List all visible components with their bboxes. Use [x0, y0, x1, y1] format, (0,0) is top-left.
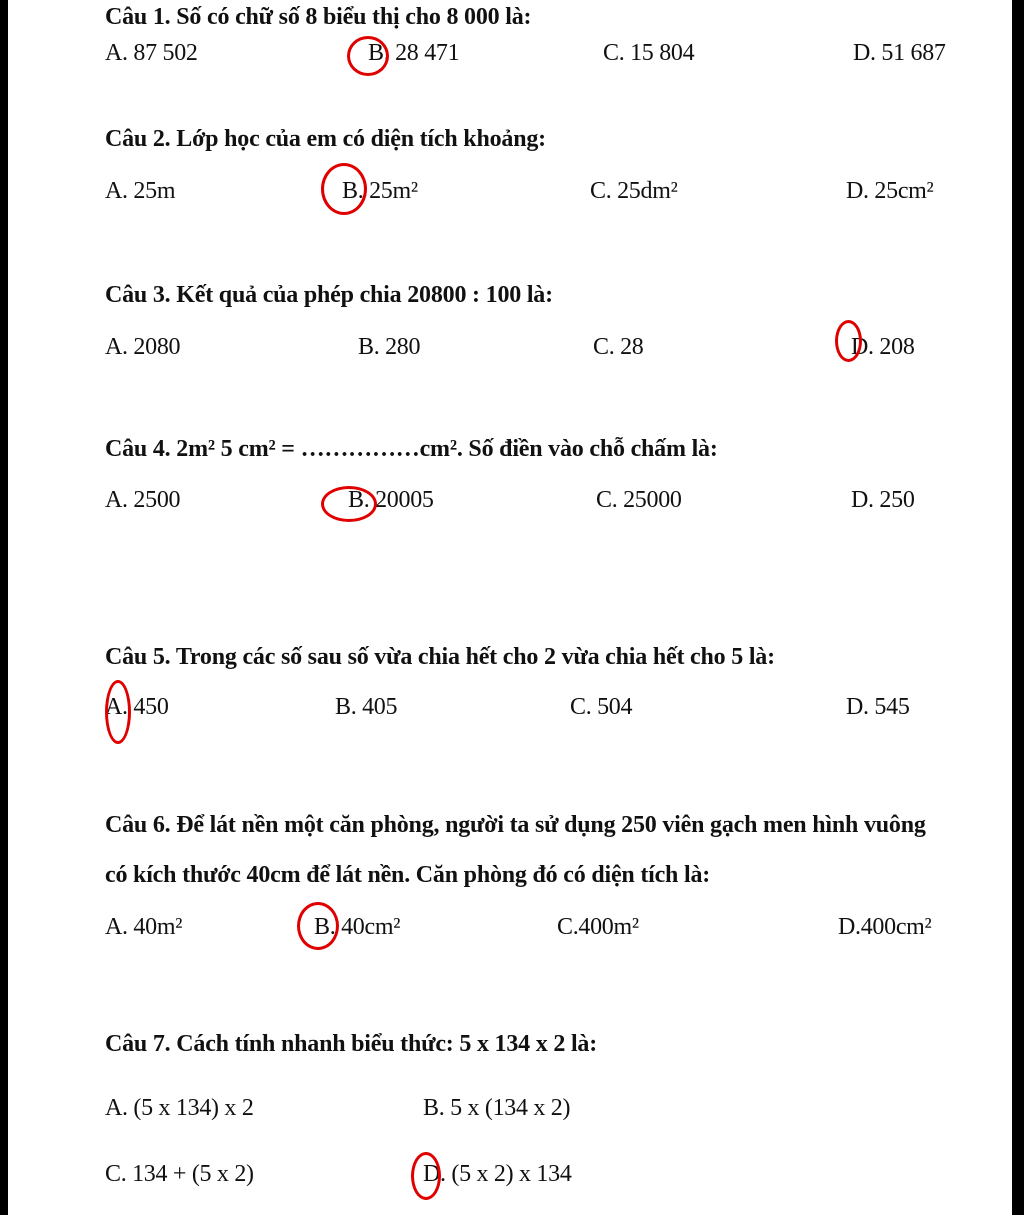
question-7-option-a: A. (5 x 134) x 2	[105, 1095, 254, 1121]
question-1-option-a: A. 87 502	[105, 40, 198, 66]
question-2-option-d: D. 25cm²	[846, 178, 934, 204]
question-3-option-b: B. 280	[358, 334, 421, 360]
question-2-option-b: B. 25m²	[342, 178, 418, 204]
question-7-option-b: B. 5 x (134 x 2)	[423, 1095, 571, 1121]
question-5-option-b: B. 405	[335, 694, 398, 720]
question-3-text: Câu 3. Kết quả của phép chia 20800 : 100 là:	[105, 282, 553, 308]
question-1-text: Câu 1. Số có chữ số 8 biểu thị cho 8 000 là:	[105, 4, 532, 30]
question-2-option-a: A. 25m	[105, 178, 176, 204]
question-4-answer-circle	[321, 486, 377, 522]
question-4-option-c: C. 25000	[596, 487, 682, 513]
question-3-option-c: C. 28	[593, 334, 644, 360]
question-5-option-a: A. 450	[105, 694, 169, 720]
question-6-answer-circle	[297, 902, 339, 950]
question-1-answer-circle	[347, 36, 389, 76]
question-7-text: Câu 7. Cách tính nhanh biểu thức: 5 x 134 x 2 là:	[105, 1031, 598, 1057]
question-5-text: Câu 5. Trong các số sau số vừa chia hết cho 2 vừa chia hết cho 5 là:	[105, 644, 775, 670]
question-1-option-c: C. 15 804	[603, 40, 695, 66]
question-3-option-d: D. 208	[851, 334, 915, 360]
question-2-answer-circle	[321, 163, 367, 215]
question-6-text-line-2: có kích thước 40cm để lát nền. Căn phòng đó có diện tích là:	[105, 862, 711, 888]
question-6-option-a: A. 40m²	[105, 914, 183, 940]
question-2-text: Câu 2. Lớp học của em có diện tích khoảng:	[105, 126, 546, 152]
question-4-option-d: D. 250	[851, 487, 915, 513]
question-5-answer-circle	[105, 680, 131, 744]
question-1-option-d: D. 51 687	[853, 40, 946, 66]
question-6-option-b: B. 40cm²	[314, 914, 401, 940]
question-3-option-a: A. 2080	[105, 334, 181, 360]
question-4-option-b: B. 20005	[348, 487, 434, 513]
question-4-text: Câu 4. 2m² 5 cm² = ……………cm². Số điền vào chỗ chấm là:	[105, 436, 718, 462]
question-1-option-b: B. 28 471	[368, 40, 460, 66]
question-5-option-d: D. 545	[846, 694, 910, 720]
question-6-text-line-1: Câu 6. Để lát nền một căn phòng, người ta sử dụng 250 viên gạch men hình vuông	[105, 812, 926, 838]
question-4-option-a: A. 2500	[105, 487, 181, 513]
question-3-answer-circle	[835, 320, 862, 362]
question-7-option-d: D. (5 x 2) x 134	[423, 1161, 572, 1187]
worksheet-page	[8, 0, 1012, 1215]
question-2-option-c: C. 25dm²	[590, 178, 678, 204]
question-7-option-c: C. 134 + (5 x 2)	[105, 1161, 254, 1187]
question-5-option-c: C. 504	[570, 694, 633, 720]
question-7-answer-circle	[411, 1152, 441, 1200]
question-6-option-c: C.400m²	[557, 914, 639, 940]
question-6-option-d: D.400cm²	[838, 914, 932, 940]
